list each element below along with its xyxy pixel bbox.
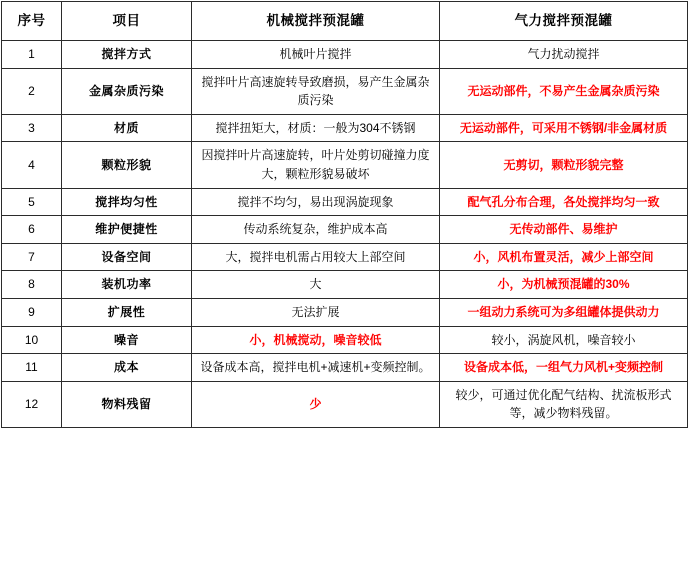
column-header-pneumatic: 气力搅拌预混罐 <box>440 2 688 41</box>
cell-pneumatic <box>440 41 688 69</box>
row-index: 4 <box>2 142 62 188</box>
row-index: 2 <box>2 68 62 114</box>
row-index: 6 <box>2 216 62 244</box>
cell-mechanical <box>192 188 440 216</box>
row-index: 8 <box>2 271 62 299</box>
cell-mechanical-text: 搅拌不均匀，易出现涡旋现象 <box>237 194 394 209</box>
row-item-label: 扩展性 <box>62 298 192 326</box>
cell-pneumatic-text: 无剪切，颗粒形貌完整 <box>503 157 624 172</box>
table-row <box>2 68 688 114</box>
row-item-label: 噪音 <box>62 326 192 354</box>
row-item-label: 设备空间 <box>62 243 192 271</box>
row-index: 11 <box>2 354 62 382</box>
row-index: 12 <box>2 381 62 427</box>
row-index: 9 <box>2 298 62 326</box>
table-row <box>2 381 688 427</box>
cell-mechanical-text: 小，机械搅动，噪音较低 <box>249 332 382 347</box>
table-row <box>2 188 688 216</box>
cell-mechanical <box>192 114 440 142</box>
cell-mechanical <box>192 326 440 354</box>
cell-pneumatic <box>440 142 688 188</box>
row-item-label: 材质 <box>62 114 192 142</box>
row-index: 10 <box>2 326 62 354</box>
cell-pneumatic-text: 较小，涡旋风机，噪音较小 <box>491 332 636 347</box>
cell-pneumatic-text: 设备成本低，一组气力风机+变频控制 <box>463 360 663 375</box>
cell-mechanical <box>192 243 440 271</box>
cell-pneumatic <box>440 114 688 142</box>
cell-mechanical <box>192 68 440 114</box>
cell-mechanical <box>192 41 440 69</box>
cell-mechanical <box>192 298 440 326</box>
table-header <box>2 2 688 41</box>
cell-pneumatic <box>440 188 688 216</box>
cell-pneumatic-text: 气力扰动搅拌 <box>527 47 600 61</box>
cell-pneumatic-text: 较少，可通过优化配气结构、扰流板形式等，减少物料残留。 <box>455 387 672 421</box>
column-header-mechanical: 机械搅拌预混罐 <box>192 2 440 41</box>
cell-pneumatic-text: 无传动部件、易维护 <box>509 222 618 237</box>
cell-pneumatic <box>440 354 688 382</box>
row-item-label: 搅拌方式 <box>62 41 192 69</box>
row-item-label: 物料残留 <box>62 381 192 427</box>
row-index: 7 <box>2 243 62 271</box>
table-row <box>2 271 688 299</box>
cell-pneumatic-text: 小，为机械预混罐的30% <box>497 277 630 292</box>
cell-mechanical <box>192 354 440 382</box>
cell-mechanical-text: 大 <box>309 277 322 292</box>
column-header-index: 序号 <box>2 2 62 41</box>
cell-mechanical-text: 机械叶片搅拌 <box>279 47 352 61</box>
row-item-label: 装机功率 <box>62 271 192 299</box>
cell-mechanical-text: 搅拌扭矩大，材质：一般为304不锈钢 <box>215 120 416 135</box>
table-row <box>2 142 688 188</box>
row-item-label: 颗粒形貌 <box>62 142 192 188</box>
cell-mechanical-text: 搅拌叶片高速旋转导致磨损，易产生金属杂质污染 <box>201 74 430 108</box>
cell-mechanical <box>192 216 440 244</box>
table-row <box>2 114 688 142</box>
row-item-label: 金属杂质污染 <box>62 68 192 114</box>
table-header-row <box>2 2 688 41</box>
table-row <box>2 298 688 326</box>
cell-pneumatic <box>440 68 688 114</box>
cell-pneumatic <box>440 298 688 326</box>
cell-pneumatic-text: 配气孔分布合理，各处搅拌均匀一致 <box>467 194 660 209</box>
row-item-label: 维护便捷性 <box>62 216 192 244</box>
row-item-label: 搅拌均匀性 <box>62 188 192 216</box>
table-row <box>2 41 688 69</box>
table-row <box>2 216 688 244</box>
cell-mechanical-text: 设备成本高，搅拌电机+减速机+变频控制。 <box>200 360 431 375</box>
cell-pneumatic <box>440 381 688 427</box>
row-index: 3 <box>2 114 62 142</box>
table-body <box>2 41 688 428</box>
cell-pneumatic-text: 小，风机布置灵活，减少上部空间 <box>473 249 654 264</box>
cell-mechanical-text: 少 <box>309 397 322 412</box>
cell-mechanical-text: 大，搅拌电机需占用较大上部空间 <box>225 249 406 264</box>
cell-pneumatic-text: 一组动力系统可为多组罐体提供动力 <box>467 304 660 319</box>
cell-pneumatic <box>440 326 688 354</box>
cell-mechanical-text: 无法扩展 <box>291 304 340 319</box>
cell-mechanical-text: 因搅拌叶片高速旋转，叶片处剪切碰撞力度大，颗粒形貌易破坏 <box>201 148 430 181</box>
cell-pneumatic <box>440 271 688 299</box>
cell-mechanical <box>192 271 440 299</box>
table-row <box>2 326 688 354</box>
row-index: 5 <box>2 188 62 216</box>
cell-pneumatic <box>440 243 688 271</box>
cell-pneumatic <box>440 216 688 244</box>
comparison-table <box>1 1 688 428</box>
table-row <box>2 354 688 382</box>
cell-mechanical-text: 传动系统复杂，维护成本高 <box>243 222 388 237</box>
row-index: 1 <box>2 41 62 69</box>
cell-mechanical <box>192 142 440 188</box>
table-row <box>2 243 688 271</box>
column-header-item: 项目 <box>62 2 192 41</box>
cell-mechanical <box>192 381 440 427</box>
row-item-label: 成本 <box>62 354 192 382</box>
cell-pneumatic-text: 无运动部件，不易产生金属杂质污染 <box>467 83 660 98</box>
cell-pneumatic-text: 无运动部件，可采用不锈钢/非金属材质 <box>459 120 668 135</box>
